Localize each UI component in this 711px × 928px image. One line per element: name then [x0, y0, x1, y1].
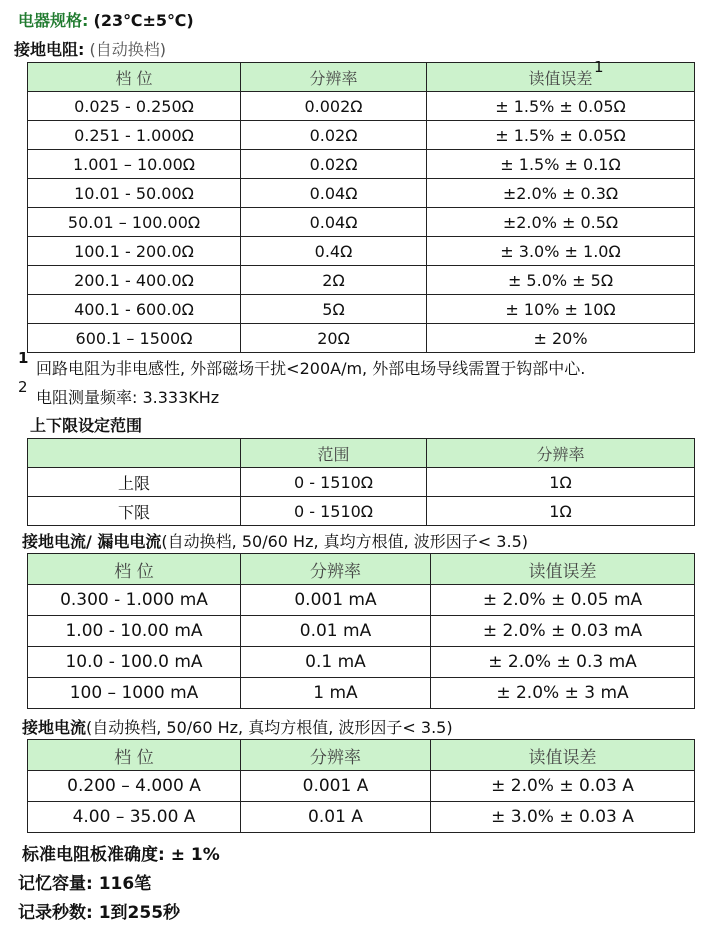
cell: 1Ω	[427, 468, 695, 497]
leakage-title: 接地电流/ 漏电电流	[22, 532, 162, 551]
cell: 2Ω	[241, 266, 427, 295]
table-row	[28, 468, 695, 497]
cell: 下限	[28, 497, 241, 526]
cell: ±2.0% ± 0.5Ω	[427, 208, 695, 237]
cell: ± 3.0% ± 0.03 A	[431, 802, 695, 833]
ground-current-table	[27, 739, 695, 833]
header-resolution: 分辨率	[427, 439, 695, 468]
table-row	[28, 121, 695, 150]
table-row	[28, 179, 695, 208]
cell: 0.200 – 4.000 A	[28, 771, 241, 802]
cell: 0 - 1510Ω	[241, 497, 427, 526]
table-row	[28, 771, 695, 802]
cell: 100.1 - 200.0Ω	[28, 237, 241, 266]
header-range: 档 位	[28, 554, 241, 585]
cell: ± 2.0% ± 0.03 A	[431, 771, 695, 802]
cell: ± 3.0% ± 1.0Ω	[427, 237, 695, 266]
ground-resistance-table	[27, 62, 695, 353]
cell: 0.025 - 0.250Ω	[28, 92, 241, 121]
cell: 0.001 A	[241, 771, 431, 802]
cell: 0.02Ω	[241, 121, 427, 150]
header-empty	[28, 439, 241, 468]
table-row	[28, 647, 695, 678]
standard-resistor-accuracy: 标准电阻板准确度: ± 1%	[22, 845, 220, 865]
cell: 100 – 1000 mA	[28, 678, 241, 709]
header-accuracy: 读值误差	[431, 740, 695, 771]
ground-resistance-note: (自动换档)	[89, 40, 166, 59]
cell: ±2.0% ± 0.3Ω	[427, 179, 695, 208]
footnote-1-number: 1	[18, 349, 29, 367]
table-row	[28, 208, 695, 237]
cell: ± 10% ± 10Ω	[427, 295, 695, 324]
header-range: 档 位	[28, 740, 241, 771]
cell: 20Ω	[241, 324, 427, 353]
table-row	[28, 237, 695, 266]
cell: 0 - 1510Ω	[241, 468, 427, 497]
cell: 1.00 - 10.00 mA	[28, 616, 241, 647]
cell: ± 1.5% ± 0.05Ω	[427, 92, 695, 121]
table-row	[28, 802, 695, 833]
cell: ± 2.0% ± 0.03 mA	[431, 616, 695, 647]
table-header-row	[28, 554, 695, 585]
cell: 0.251 - 1.000Ω	[28, 121, 241, 150]
cell: ± 20%	[427, 324, 695, 353]
record-seconds: 记录秒数: 1到255秒	[18, 903, 181, 923]
table-row	[28, 324, 695, 353]
limits-table	[27, 438, 695, 526]
cell: 0.01 mA	[241, 616, 431, 647]
cell: 0.1 mA	[241, 647, 431, 678]
ground-resistance-heading	[14, 37, 166, 60]
footnote-1-text: 回路电阻为非电感性, 外部磁场干扰<200A/m, 外部电场导线需置于钩部中心.	[36, 359, 586, 378]
header-accuracy: 读值误差	[427, 63, 695, 92]
cell: 0.02Ω	[241, 150, 427, 179]
header-resolution: 分辨率	[241, 740, 431, 771]
ground-resistance-label: 接地电阻:	[14, 40, 85, 59]
limits-title: 上下限设定范围	[30, 416, 143, 435]
cell: ± 1.5% ± 0.05Ω	[427, 121, 695, 150]
cell: 10.0 - 100.0 mA	[28, 647, 241, 678]
ground-current-note: (自动换档, 50/60 Hz, 真均方根值, 波形因子< 3.5)	[86, 718, 453, 737]
cell: ± 2.0% ± 0.05 mA	[431, 585, 695, 616]
header-resolution: 分辨率	[241, 63, 427, 92]
cell: 600.1 – 1500Ω	[28, 324, 241, 353]
table-row	[28, 266, 695, 295]
footnote-2-number: 2	[18, 378, 28, 396]
cell: 4.00 – 35.00 A	[28, 802, 241, 833]
cell: 1Ω	[427, 497, 695, 526]
table-row	[28, 678, 695, 709]
cell: 5Ω	[241, 295, 427, 324]
header-range: 档 位	[28, 63, 241, 92]
header-range: 范围	[241, 439, 427, 468]
leakage-current-table	[27, 553, 695, 709]
table-row	[28, 92, 695, 121]
cell: 50.01 – 100.00Ω	[28, 208, 241, 237]
cell: 10.01 - 50.00Ω	[28, 179, 241, 208]
footnote-2-text: 电阻测量频率: 3.333KHz	[36, 388, 220, 407]
leakage-heading	[22, 529, 528, 552]
memory-capacity: 记忆容量: 116笔	[18, 874, 152, 894]
footnote-ref-1: 1	[594, 58, 604, 76]
cell: 0.300 - 1.000 mA	[28, 585, 241, 616]
table-header-row	[28, 740, 695, 771]
cell: ± 5.0% ± 5Ω	[427, 266, 695, 295]
cell: 0.01 A	[241, 802, 431, 833]
cell: 上限	[28, 468, 241, 497]
spec-heading	[18, 8, 194, 31]
spec-condition: (23℃±5℃)	[93, 11, 194, 30]
header-accuracy: 读值误差	[431, 554, 695, 585]
cell: 1.001 – 10.00Ω	[28, 150, 241, 179]
cell: ± 1.5% ± 0.1Ω	[427, 150, 695, 179]
table-row	[28, 150, 695, 179]
cell: 0.4Ω	[241, 237, 427, 266]
table-row	[28, 295, 695, 324]
table-row	[28, 616, 695, 647]
cell: ± 2.0% ± 3 mA	[431, 678, 695, 709]
spec-label: 电器规格:	[18, 11, 89, 30]
ground-current-title: 接地电流	[22, 718, 87, 737]
table-row	[28, 497, 695, 526]
cell: 0.04Ω	[241, 208, 427, 237]
cell: 0.04Ω	[241, 179, 427, 208]
cell: 400.1 - 600.0Ω	[28, 295, 241, 324]
cell: 200.1 - 400.0Ω	[28, 266, 241, 295]
cell: 1 mA	[241, 678, 431, 709]
header-resolution: 分辨率	[241, 554, 431, 585]
ground-current-heading	[22, 715, 453, 738]
cell: 0.001 mA	[241, 585, 431, 616]
leakage-note: (自动换档, 50/60 Hz, 真均方根值, 波形因子< 3.5)	[161, 532, 528, 551]
table-header-row	[28, 439, 695, 468]
cell: ± 2.0% ± 0.3 mA	[431, 647, 695, 678]
table-row	[28, 585, 695, 616]
cell: 0.002Ω	[241, 92, 427, 121]
